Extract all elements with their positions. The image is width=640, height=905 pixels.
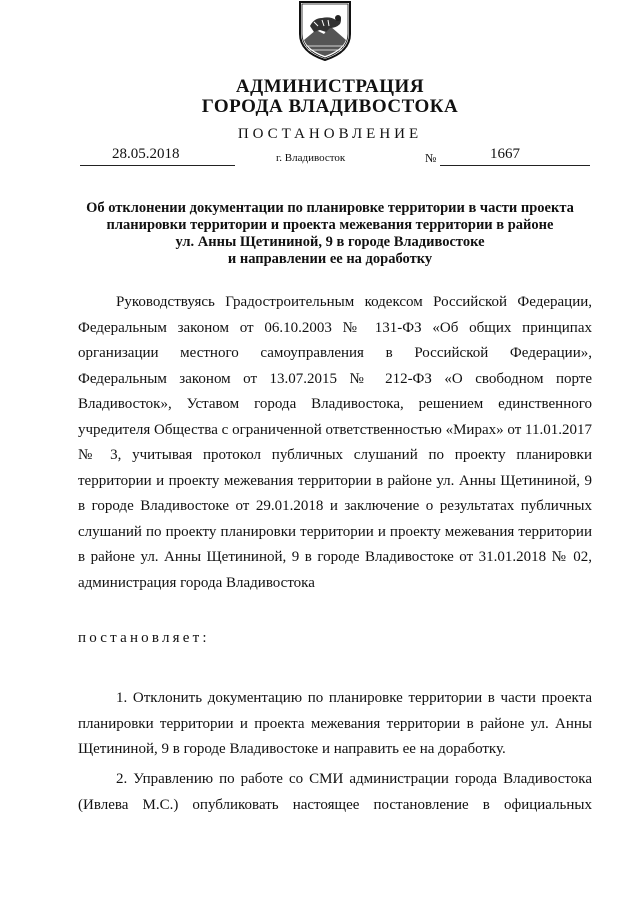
document-city: г. Владивосток (276, 152, 346, 164)
preamble-line: администрация города Владивостока (78, 574, 315, 591)
preamble-line: Руководствуясь Градостроительным кодексом Российской Федерации, (116, 294, 592, 310)
item-line: 1. Отклонить документацию по планировке территории в части проекта (116, 690, 592, 706)
preamble-line: Федеральным законом от 13.07.2015 № 212-ФЗ «О свободном порте (78, 370, 592, 387)
preamble-line: учредителя Общества с ограниченной ответственностью «Мирах» от 11.01.2017 (78, 421, 592, 438)
document-date: 28.05.2018 (112, 146, 180, 162)
document-title (60, 200, 600, 268)
resolves-word: постановляет: (78, 630, 210, 646)
preamble-line: Владивосток», Уставом города Владивостока, решением единственного (78, 396, 592, 412)
title-line: планировки территории и проекта межевания территории в районе (106, 217, 554, 233)
preamble-paragraph (78, 290, 592, 596)
item-line: (Ивлева М.С.) опубликовать настоящее постановление в официальных (78, 796, 592, 813)
document-type: ПОСТАНОВЛЕНИЕ (237, 126, 423, 142)
coat-of-arms-icon (296, 0, 354, 62)
preamble-line: организации местного самоуправления в Российской Федерации», (78, 345, 592, 361)
item-1-paragraph (78, 686, 592, 763)
date-underline (80, 165, 235, 166)
number-sign: № (425, 151, 437, 165)
organization-name-line1: АДМИНИСТРАЦИЯ (235, 76, 425, 97)
item-line: планировки территории и проекта межевания территории в районе ул. Анны (78, 715, 592, 732)
title-line: Об отклонении документации по планировке территории в части проекта (86, 200, 574, 216)
title-line: ул. Анны Щетининой, 9 в городе Владивостоке (175, 234, 485, 250)
preamble-line: в районе ул. Анны Щетининой, 9 в городе Владивостоке от 31.01.2018 № 02, (78, 549, 592, 565)
preamble-line: слушаний по проекту планировки территории и проекту межевания территории (78, 523, 592, 540)
title-line: и направлении ее на доработку (227, 251, 433, 267)
item-2-paragraph (78, 767, 592, 818)
number-underline (440, 165, 590, 166)
item-line: Щетининой, 9 в городе Владивостоке и направить ее на доработку. (78, 741, 506, 757)
preamble-line: № 3, учитывая протокол публичных слушаний по проекту планировки (78, 447, 592, 463)
item-line: 2. Управлению по работе со СМИ администрации города Владивостока (116, 771, 592, 787)
preamble-line: территории и проекту межевания территории в районе ул. Анны Щетининой, 9 (78, 472, 592, 489)
document-number: 1667 (490, 146, 520, 162)
preamble-line: Федеральным законом от 06.10.2003 № 131-ФЗ «Об общих принципах (78, 319, 592, 336)
organization-name-line2: ГОРОДА ВЛАДИВОСТОКА (201, 96, 459, 117)
preamble-line: в городе Владивостоке от 29.01.2018 и заключение о результатах публичных (78, 498, 592, 514)
